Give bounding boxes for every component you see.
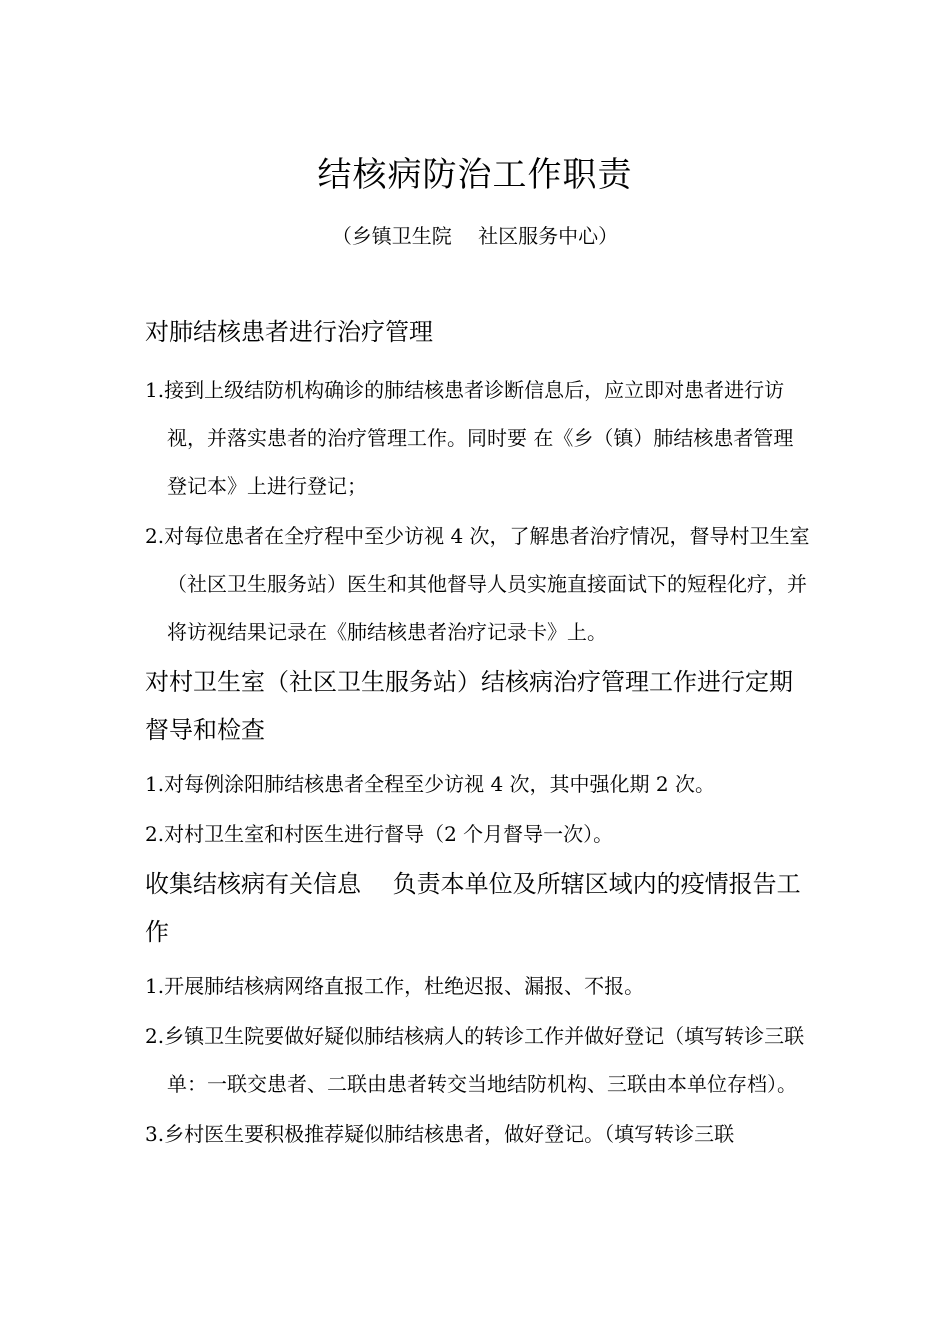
list-item: 3.乡村医生要积极推荐疑似肺结核患者，做好登记。（填写转诊三联 [145,1122,735,1146]
document-body [145,308,810,1160]
list-item: 2.对每位患者在全疗程中至少访视 4 次，了解患者治疗情况，督导村卫生室（社区卫生服务站）医生和其他督导人员实施直接面试下的短程化疗，并将访视结果记录在《肺结核患者治疗记录卡》上。 [145,524,810,644]
section-information-reporting [145,860,810,1158]
section-supervision [145,658,810,858]
section-treatment-management [145,308,810,656]
document-subtitle: （乡镇卫生院 社区服务中心） [331,224,619,248]
list-item: 2.乡镇卫生院要做好疑似肺结核病人的转诊工作并做好登记（填写转诊三联单：一联交患者、二联由患者转交当地结防机构、三联由本单位存档）。 [145,1024,805,1096]
section-heading: 对村卫生室（社区卫生服务站）结核病治疗管理工作进行定期督导和检查 [145,668,793,744]
list-item: 1.接到上级结防机构确诊的肺结核患者诊断信息后，应立即对患者进行访视，并落实患者的治疗管理工作。同时要 在《乡（镇）肺结核患者管理登记本》上进行登记； [145,378,794,498]
section-heading: 收集结核病有关信息 负责本单位及所辖区域内的疫情报告工作 [145,870,801,946]
document-title: 结核病防治工作职责 [317,155,633,195]
list-item: 2.对村卫生室和村医生进行督导（2 个月督导一次）。 [145,822,614,846]
list-item: 1.对每例涂阳肺结核患者全程至少访视 4 次，其中强化期 2 次。 [145,772,715,796]
section-heading: 对肺结核患者进行治疗管理 [145,318,433,346]
list-item: 1.开展肺结核病网络直报工作，杜绝迟报、漏报、不报。 [145,974,645,998]
